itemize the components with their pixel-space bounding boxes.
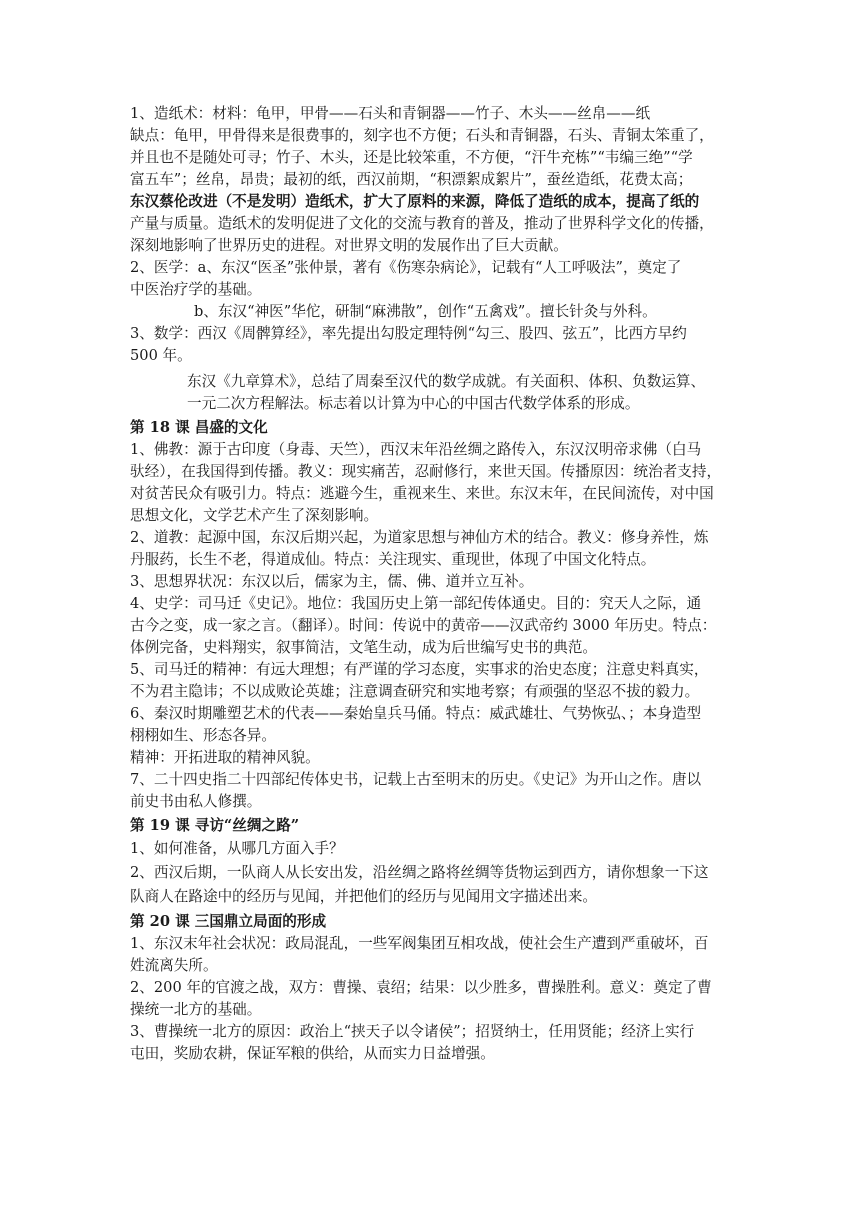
text-line: 1、东汉末年社会状况：政局混乱，一些军阀集团互相攻战，使社会生产遭到严重破坏，百 <box>130 935 709 952</box>
text-line: 思想文化，文学艺术产生了深刻影响。 <box>130 507 379 524</box>
section-heading: 第 19 课 寻访“丝绸之路” <box>130 817 300 834</box>
text-line: 屯田，奖励农耕，保证军粮的供给，从而实力日益增强。 <box>130 1045 495 1062</box>
text-line: 体例完备，史料翔实，叙事简洁，文笔生动，成为后世编写史书的典范。 <box>130 639 598 656</box>
text-line: 前史书由私人修撰。 <box>130 793 262 810</box>
text-line: 4、史学：司马迁《史记》。地位：我国历史上第一部纪传体通史。目的：究天人之际，通 <box>130 595 702 612</box>
text-line: 3、曹操统一北方的原因：政治上“挟天子以令诸侯”；招贤纳士，任用贤能；经济上实行 <box>130 1023 695 1040</box>
text-line: 队商人在路途中的经历与见闻，并把他们的经历与见闻用文字描述出来。 <box>130 888 598 905</box>
text-line: 并且也不是随处可寻；竹子、木头，还是比较笨重，不方便，“汗牛充栋”“韦编三绝”“学 <box>130 149 693 166</box>
text-line: 姓流离失所。 <box>130 957 218 974</box>
document-page <box>130 103 736 1065</box>
text-line: 2、200 年的官渡之战，双方：曹操、袁绍；结果：以少胜多，曹操胜利。意义：奠定了曹 <box>130 979 712 996</box>
text-line: 2、西汉后期，一队商人从长安出发，沿丝绸之路将丝绸等货物运到西方，请你想象一下这 <box>130 864 709 881</box>
text-line: 东汉《九章算术》，总结了周秦至汉代的数学成就。有关面积、体积、负数运算、 <box>187 373 706 390</box>
text-line: 5、司马迁的精神：有远大理想；有严谨的学习态度，实事求的治史态度；注意史料真实， <box>130 661 709 678</box>
text-line: 500 年。 <box>130 347 192 364</box>
text-line: 不为君主隐讳；不以成败论英雄；注意调查研究和实地考察；有顽强的坚忍不拔的毅力。 <box>130 683 700 700</box>
text-line: 东汉蔡伦改进（不是发明）造纸术，扩大了原料的来源，降低了造纸的成本，提高了纸的 <box>130 193 700 210</box>
text-line: 2、医学：a、东汉“医圣”张仲景，著有《伤寒杂病论》，记载有“人工呼吸法”，奠定了 <box>130 259 682 276</box>
text-line: 缺点：龟甲，甲骨得来是很费事的，刻字也不方便；石头和青铜器，石头、青铜太笨重了， <box>130 127 714 144</box>
text-line: 栩栩如生、形态各异。 <box>130 727 276 744</box>
text-line: 产量与质量。造纸术的发明促进了文化的交流与教育的普及，推动了世界科学文化的传播， <box>130 215 714 232</box>
text-line: 2、道教：起源中国，东汉后期兴起，为道家思想与神仙方术的结合。教义：修身养性，炼 <box>130 529 709 546</box>
text-line: 操统一北方的基础。 <box>130 1001 262 1018</box>
text-line: 富五车”；丝帛，昂贵；最初的纸，西汉前期，“积漂絮成絮片”，蚕丝造纸，花费太高； <box>130 171 693 188</box>
text-line: 古今之变，成一家之言。（翻译）。时间：传说中的黄帝——汉武帝约 3000 年历史。特点： <box>130 617 717 634</box>
text-line: 1、佛教：源于古印度（身毒、天竺），西汉末年沿丝绸之路传入，东汉汉明帝求佛（白马 <box>130 441 702 458</box>
text-line: b、东汉“神医”华佗，研制“麻沸散”，创作“五禽戏”。擅长针灸与外科。 <box>194 303 657 320</box>
text-line: 丹服药，长生不老，得道成仙。特点：关注现实、重现世，体现了中国文化特点。 <box>130 551 656 568</box>
section-heading: 第 18 课 昌盛的文化 <box>130 419 268 436</box>
text-line: 1、造纸术：材料：龟甲，甲骨——石头和青铜器——竹子、木头——丝帛——纸 <box>130 105 651 122</box>
text-line: 深刻地影响了世界历史的进程。对世界文明的发展作出了巨大贡献。 <box>130 237 568 254</box>
text-line: 对贫苦民众有吸引力。特点：逃避今生，重视来生、来世。东汉末年，在民间流传，对中国 <box>130 485 714 502</box>
text-line: 驮经），在我国得到传播。教义：现实痛苦，忍耐修行，来世天国。传播原因：统治者支持， <box>130 463 722 480</box>
text-line: 精神：开拓进取的精神风貌。 <box>130 749 320 766</box>
text-line: 7、二十四史指二十四部纪传体史书，记载上古至明末的历史。《史记》为开山之作。唐以 <box>130 771 702 788</box>
text-line: 3、数学：西汉《周髀算经》，率先提出勾股定理特例“勾三、股四、弦五”，比西方早约 <box>130 325 687 342</box>
text-line: 3、思想界状况：东汉以后，儒家为主，儒、佛、道并立互补。 <box>130 573 534 590</box>
text-line: 6、秦汉时期雕塑艺术的代表——秦始皇兵马俑。特点：威武雄壮、气势恢弘、；本身造型 <box>130 705 702 722</box>
text-line: 1、如何准备，从哪几方面入手？ <box>130 840 344 857</box>
text-line: 一元二次方程解法。标志着以计算为中心的中国古代数学体系的形成。 <box>187 395 640 412</box>
section-heading: 第 20 课 三国鼎立局面的形成 <box>130 913 327 930</box>
text-line: 中医治疗学的基础。 <box>130 281 262 298</box>
